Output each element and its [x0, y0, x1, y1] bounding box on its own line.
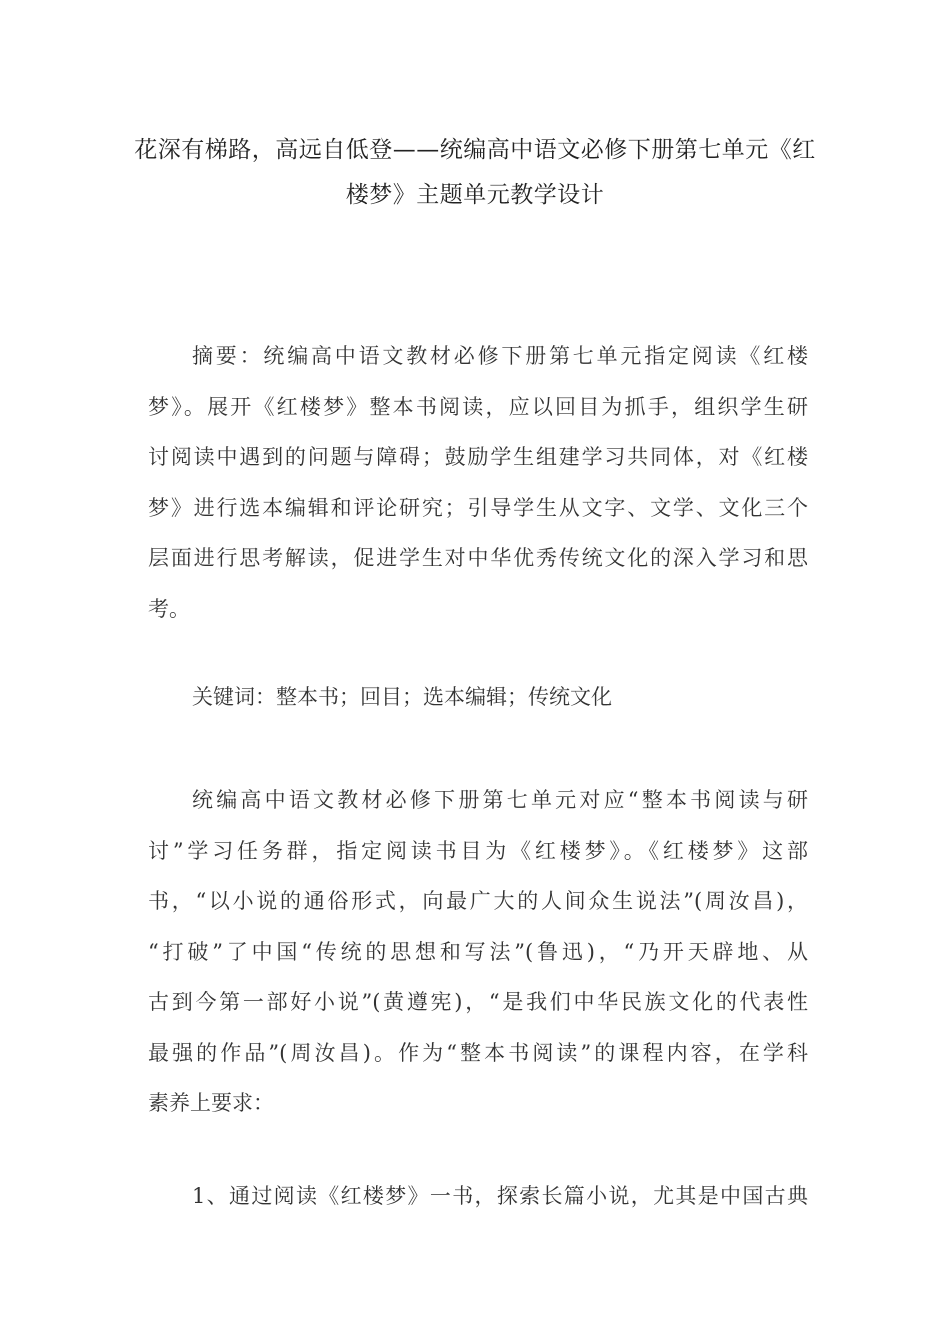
keywords-line: 关键词：整本书；回目；选本编辑；传统文化: [192, 685, 612, 709]
text-line: 最强的作品”(周汝昌)。作为“整本书阅读”的课程内容，在学科: [148, 1040, 808, 1065]
text-line: 考。: [148, 596, 190, 621]
text-line: 古到今第一部好小说”(黄遵宪)，“是我们中华民族文化的代表性: [148, 990, 808, 1014]
title-line: 花深有梯路，高远自低登——统编高中语文必修下册第七单元《红: [134, 137, 816, 163]
text-line: 梦》进行选本编辑和评论研究；引导学生从文字、文学、文化三个: [148, 495, 808, 520]
list-item-paragraph: [148, 1171, 808, 1222]
text-line: 讨”学习任务群，指定阅读书目为《红楼梦》。《红楼梦》这部: [148, 838, 808, 863]
text-line: 书，“以小说的通俗形式，向最广大的人间众生说法”(周汝昌)，: [148, 889, 808, 913]
text-line: 统编高中语文教材必修下册第七单元对应“整本书阅读与研: [192, 788, 808, 812]
text-line: 摘要：统编高中语文教材必修下册第七单元指定阅读《红楼: [192, 344, 808, 368]
title-line: 楼梦》主题单元教学设计: [345, 182, 605, 208]
keywords-paragraph: [148, 672, 808, 723]
text-line: 层面进行思考解读，促进学生对中华优秀传统文化的深入学习和思: [148, 546, 808, 570]
text-line: “打破”了中国“传统的思想和写法”(鲁迅)，“乃开天辟地、从: [148, 939, 808, 964]
intro-paragraph: [148, 775, 808, 1129]
abstract-paragraph: [148, 331, 808, 634]
text-line: 素养上要求：: [148, 1091, 274, 1115]
text-line: 梦》。展开《红楼梦》整本书阅读，应以回目为抓手，组织学生研: [148, 394, 808, 419]
document-title: [130, 128, 820, 218]
text-line: 讨阅读中遇到的问题与障碍；鼓励学生组建学习共同体，对《红楼: [148, 445, 808, 469]
text-line: 1、通过阅读《红楼梦》一书，探索长篇小说，尤其是中国古典: [192, 1184, 808, 1208]
